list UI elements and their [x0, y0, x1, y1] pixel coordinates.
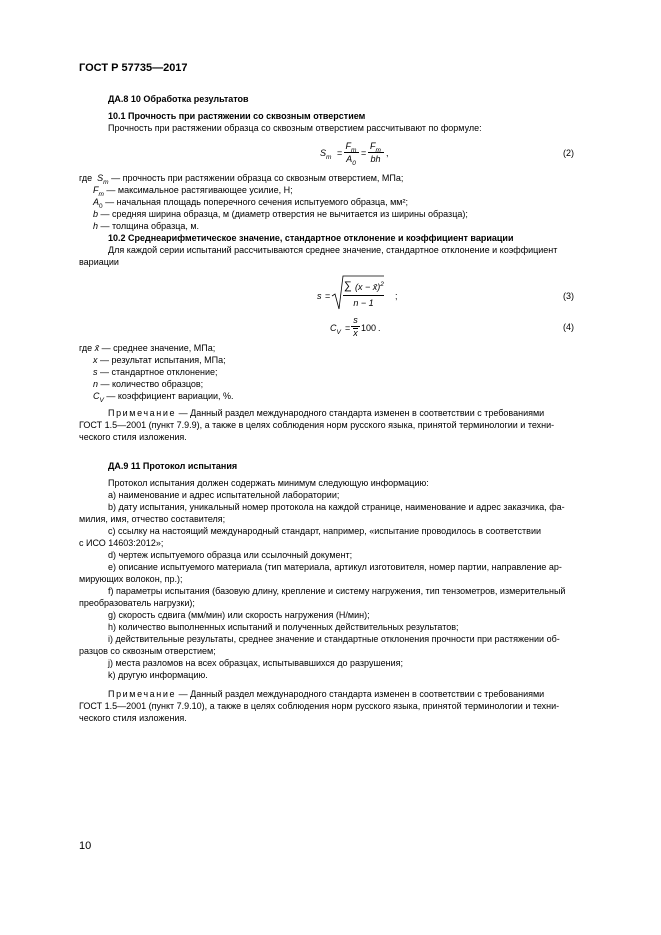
- formula-3-number: (3): [563, 291, 574, 301]
- formula-3-sum: ∑: [344, 280, 352, 292]
- where-list-1-line-5: h — толщина образца, м.: [93, 221, 200, 231]
- where-list-1-line-3: $A_0$ — начальная площадь поперечного сечения испытуемого образца, мм²;: [93, 197, 408, 210]
- protocol-item-a: a) наименование и адрес испытательной лаборатории;: [108, 490, 340, 500]
- formula-2-comma: ,: [386, 148, 389, 158]
- formula-3-lhs: s: [317, 291, 322, 301]
- formula-4-bar: [351, 326, 360, 327]
- formula-3-semicolon: ;: [395, 291, 398, 301]
- where-list-1-line-4: b — средняя ширина образца, м (диаметр отверстия не вычитается из ширины образца);: [93, 209, 468, 219]
- where-list-2-line-4: n — количество образцов;: [93, 379, 204, 389]
- note-1-line-2: ГОСТ 1.5—2001 (пункт 7.9.9), а также в целях соблюдения норм русского языка, принятой терминологии и техни-: [79, 420, 555, 430]
- formula-4-number: (4): [563, 322, 574, 332]
- note-1-line-1: Примечание — Данный раздел международного стандарта изменен в соответствии с требованиями: [108, 408, 545, 418]
- formula-2-frac2-den: bh: [370, 154, 381, 164]
- formula-3-numerator: (x − x̄)$^2$: [355, 281, 384, 292]
- formula-4-mult: 100: [361, 323, 377, 333]
- formula-4-eq: =: [345, 323, 351, 333]
- protocol-item-h: h) количество выполненных испытаний и полученных действительных результатов;: [108, 622, 459, 632]
- formula-4-dot: .: [378, 323, 381, 333]
- formula-4-den-overline: [353, 328, 358, 329]
- formula-2-lhs: $S_m$: [320, 148, 332, 161]
- formula-2-frac1-den: $A_0$: [346, 154, 356, 167]
- where-list-2-line-3: s — стандартное отклонение;: [93, 367, 218, 377]
- protocol-item-i-line-2: разцов со сквозным отверстием;: [79, 646, 216, 656]
- formula-3-denominator: n − 1: [353, 298, 374, 308]
- note-2-line-2: ГОСТ 1.5—2001 (пункт 7.9.10), а также в целях соблюдения норм русского языка, принятой терминологии и техни-: [79, 701, 560, 711]
- protocol-item-c-line-2: с ИСО 14603:2012»;: [79, 538, 164, 548]
- formula-4-lhs: $C_V$: [330, 323, 341, 336]
- formula-2-frac2-num: $F_m$: [370, 141, 381, 154]
- formula-2-eq: =: [337, 148, 343, 158]
- paragraph-10-1: Прочность при растяжении образца со сквозным отверстием рассчитывают по формуле:: [108, 123, 482, 133]
- formula-2-frac2-bar: [368, 152, 384, 153]
- protocol-item-d: d) чертеж испытуемого образца или ссылочный документ;: [108, 550, 353, 560]
- protocol-intro: Протокол испытания должен содержать минимум следующую информацию:: [108, 478, 429, 488]
- protocol-item-f-line-1: f) параметры испытания (базовую длину, крепление и систему нагружения, тип тензометров, измерительный: [108, 586, 566, 596]
- where-list-2-line-1: где x̄ — среднее значение, МПа;: [79, 343, 216, 353]
- page-number: 10: [79, 840, 92, 852]
- protocol-item-b-line-1: b) дату испытания, уникальный номер протокола на каждой странице, наименование и адрес заказчика, фа-: [108, 502, 565, 512]
- protocol-item-f-line-2: преобразователь нагрузки);: [79, 598, 195, 608]
- paragraph-10-2-line-2: вариации: [79, 257, 119, 267]
- formula-2-eq2: =: [361, 148, 367, 158]
- formula-4-num: s: [353, 315, 358, 325]
- where-list-2-line-5: $C_V$ — коэффициент вариации, %.: [93, 391, 234, 404]
- section-title-da8: ДА.8 10 Обработка результатов: [108, 94, 249, 104]
- formula-2-number: (2): [563, 148, 574, 158]
- subsection-title-10-2: 10.2 Среднеарифметическое значение, стандартное отклонение и коэффициент вариации: [108, 233, 514, 243]
- protocol-item-k: k) другую информацию.: [108, 670, 208, 680]
- protocol-item-e-line-2: мирующих волокон, пр.);: [79, 574, 183, 584]
- formula-2-frac1-num: $F_m$: [345, 141, 357, 154]
- paragraph-10-2-line-1: Для каждой серии испытаний рассчитываются среднее значение, стандартное отклонение и коэффициент: [108, 245, 558, 255]
- protocol-item-e-line-1: e) описание испытуемого материала (тип материала, артикул изготовителя, номер партии, направление ар-: [108, 562, 562, 572]
- protocol-item-b-line-2: милия, имя, отчество составителя;: [79, 514, 226, 524]
- formula-3-bar: [343, 295, 384, 296]
- section-title-da9: ДА.9 11 Протокол испытания: [108, 461, 238, 471]
- protocol-item-j: j) места разломов на всех образцах, испытывавшихся до разрушения;: [108, 658, 404, 668]
- protocol-item-c-line-1: c) ссылку на настоящий международный стандарт, например, «испытание проводилось в соответствии: [108, 526, 541, 536]
- note-1-line-3: ческого стиля изложения.: [79, 432, 187, 442]
- where-list-2-line-2: x — результат испытания, МПа;: [93, 355, 226, 365]
- formula-4-den: x: [353, 328, 358, 338]
- formula-2-frac1-bar: [344, 152, 359, 153]
- protocol-item-g: g) скорость сдвига (мм/мин) или скорость нагружения (Н/мин);: [108, 610, 370, 620]
- subsection-title-10-1: 10.1 Прочность при растяжении со сквозным отверстием: [108, 111, 366, 121]
- formula-3-eq: =: [325, 291, 331, 301]
- protocol-item-i-line-1: i) действительные результаты, среднее значение и стандартные отклонения прочности при растяжении об-: [108, 634, 560, 644]
- where-list-1-line-2: $F_m$ — максимальное растягивающее усилие, Н;: [93, 185, 293, 198]
- note-2-line-3: ческого стиля изложения.: [79, 713, 187, 723]
- note-2-line-1: Примечание — Данный раздел международного стандарта изменен в соответствии с требованиями: [108, 689, 545, 699]
- doc-header: ГОСТ Р 57735—2017: [79, 62, 188, 74]
- where-list-1-line-1: где $S_m$ — прочность при растяжении образца со сквозным отверстием, МПа;: [79, 173, 404, 186]
